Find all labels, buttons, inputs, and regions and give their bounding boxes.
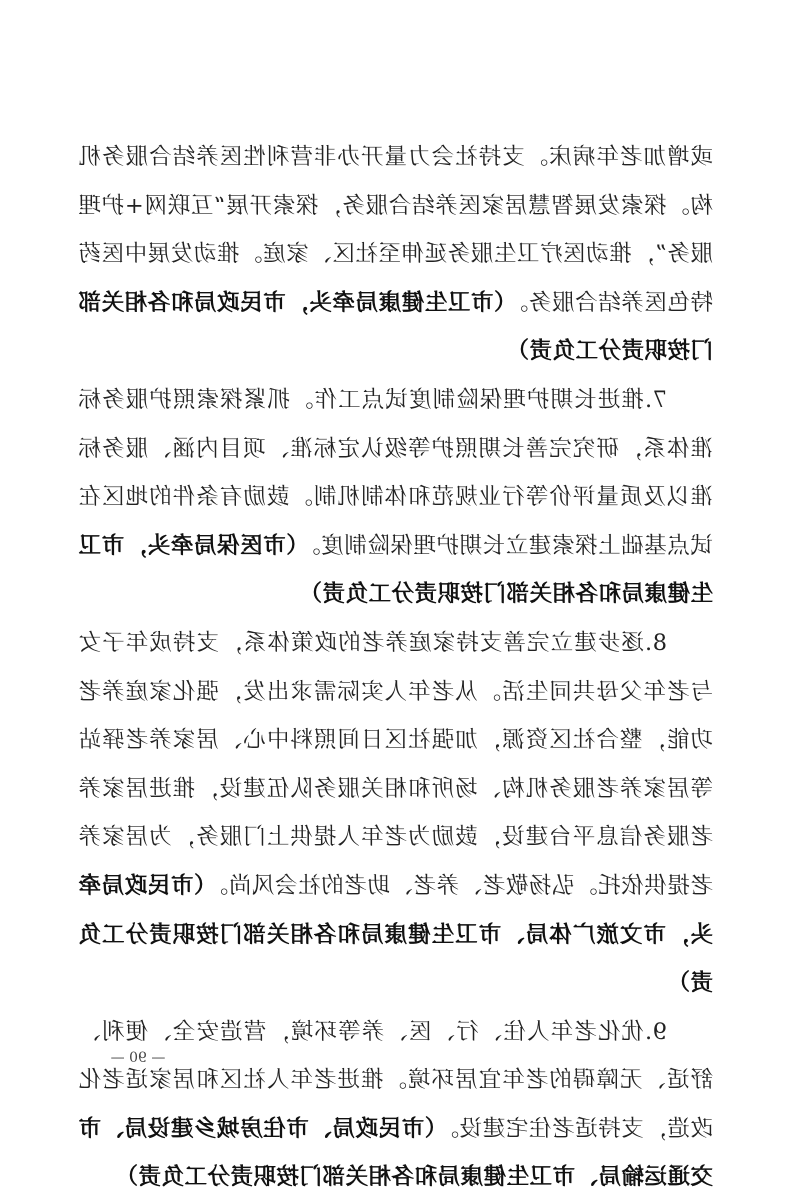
paragraph-1 (78, 133, 713, 376)
paragraph-3-text: 8.逐步建立完善支持家庭养老的政策体系，支持成年子女与老年父母共同生活。从老年人实际需求出发，强化家庭养老功能，整合社区资源，加强社区日间照料中心、居家养老驿站等居家养老服务机构、场所和相关服务队伍建设，推进居家养老服务信息平台建设，鼓励为老年人提供上门服务，为居家养老提供依托。弘扬敬老、养老、助老的社会风尚。 (78, 629, 713, 899)
paragraph-2-text: 7.推进长期护理保险制度试点工作。抓紧探索照护服务标准体系，研究完善长期照护等级认定标准、项目内涵、服务标准以及质量评价等行业规范和体制机制。鼓励有条件的地区在试点基础上探索建立长期护理保险制度。 (78, 386, 713, 559)
paragraph-4 (78, 1008, 713, 1202)
paragraph-2 (78, 376, 713, 619)
page-number: — 90 — (110, 1050, 166, 1066)
paragraph-3-responsibility: （市民政局牵头，市文旅广体局、市卫生健康局和各相关部门按职责分工负责） (78, 872, 713, 997)
paragraph-4-text: 9.优化老年人住、行、医、养等环境，营造安全、便利、舒适、无障碍的老年宜居环境。推进老年人社区和居家适老化改造，支持适老住宅建设。 (78, 1018, 713, 1142)
paragraph-3 (78, 619, 713, 1008)
body-text (78, 133, 713, 1202)
paragraph-1-text: 或增加老年病床。支持社会力量开办非营利性医养结合服务机构。探索发展智慧居家医养结合服务，探索开展“互联网+护理服务”，推动医疗卫生服务延伸至社区、家庭。推动发展中医药特色医养结合服务。 (78, 144, 713, 316)
paragraph-4-responsibility: （市民政局、市住房城乡建设局、市交通运输局、市卫生健康局和各相关部门按职责分工负责） (78, 1115, 713, 1191)
paragraph-1-responsibility: （市卫生健康局牵头，市民政局和各相关部门按职责分工负责） (78, 289, 713, 365)
paragraph-2-responsibility: （市医保局牵头，市卫生健康局和各相关部门按职责分工负责） (78, 532, 713, 608)
